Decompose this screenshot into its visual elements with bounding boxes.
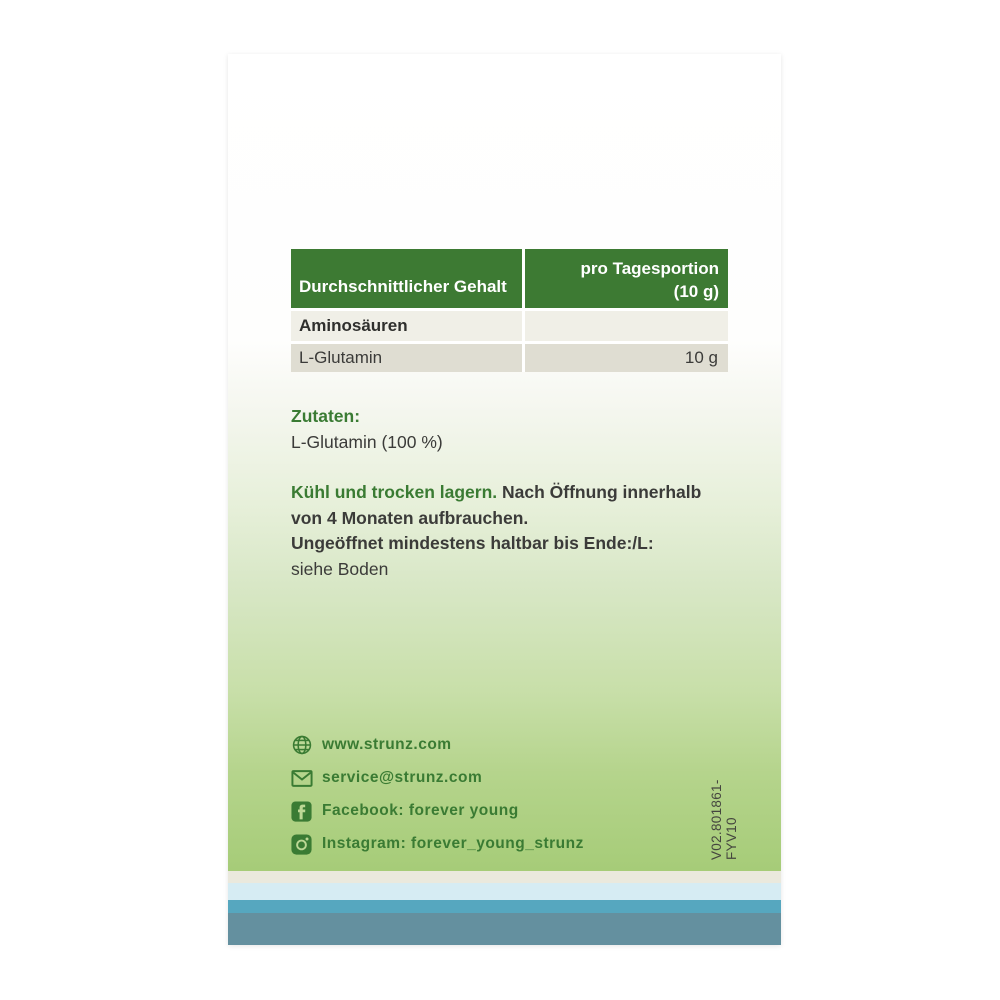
table-cell-value <box>525 311 728 341</box>
nutrition-table <box>291 249 728 372</box>
batch-code: V02.801861-FYV10 <box>709 779 739 860</box>
table-cell-name: L-Glutamin <box>291 344 525 372</box>
contact-row-email <box>290 767 584 789</box>
email-text: service@strunz.com <box>322 769 483 786</box>
instagram-icon <box>290 833 313 855</box>
table-row <box>291 311 728 344</box>
label-gradient-area <box>228 54 781 871</box>
table-header-content-text: Durchschnittlicher Gehalt <box>299 277 507 296</box>
contact-row-facebook <box>290 800 584 822</box>
stripe-lightblue <box>228 883 781 900</box>
stripe-teal <box>228 900 781 913</box>
contact-block <box>290 734 584 866</box>
table-header-portion <box>525 249 728 308</box>
storage-line1-rest: Nach Öffnung innerhalb <box>497 482 702 502</box>
stripe-slate <box>228 913 781 945</box>
instagram-text: Instagram: forever_young_strunz <box>322 835 584 852</box>
storage-line-4: siehe Boden <box>291 558 389 579</box>
ingredients-text: L-Glutamin (100 %) <box>291 432 443 452</box>
table-header-portion-line2: (10 g) <box>673 282 719 301</box>
table-cell-category: Aminosäuren <box>291 311 525 341</box>
contact-row-website <box>290 734 584 756</box>
storage-green-sentence: Kühl und trocken lagern. <box>291 482 498 502</box>
contact-row-instagram <box>290 833 584 855</box>
ingredients-section <box>291 406 443 453</box>
product-label <box>228 54 781 945</box>
ingredients-title: Zutaten: <box>291 406 361 426</box>
table-cell-value: 10 g <box>525 344 728 372</box>
envelope-icon <box>290 767 313 789</box>
website-text: www.strunz.com <box>322 736 452 753</box>
table-header-portion-line1: pro Tagesportion <box>580 259 719 278</box>
storage-line-2: von 4 Monaten aufbrauchen. <box>291 507 529 528</box>
storage-instructions <box>291 480 751 582</box>
globe-icon <box>290 734 313 756</box>
storage-line-1 <box>291 480 751 506</box>
table-row <box>291 344 728 372</box>
facebook-icon <box>290 800 313 822</box>
storage-line-3: Ungeöffnet mindestens haltbar bis Ende:/L: <box>291 533 654 553</box>
table-header-content-label <box>291 249 525 308</box>
facebook-text: Facebook: forever young <box>322 802 519 819</box>
table-header-row <box>291 249 728 311</box>
stripe-cream <box>228 871 781 883</box>
